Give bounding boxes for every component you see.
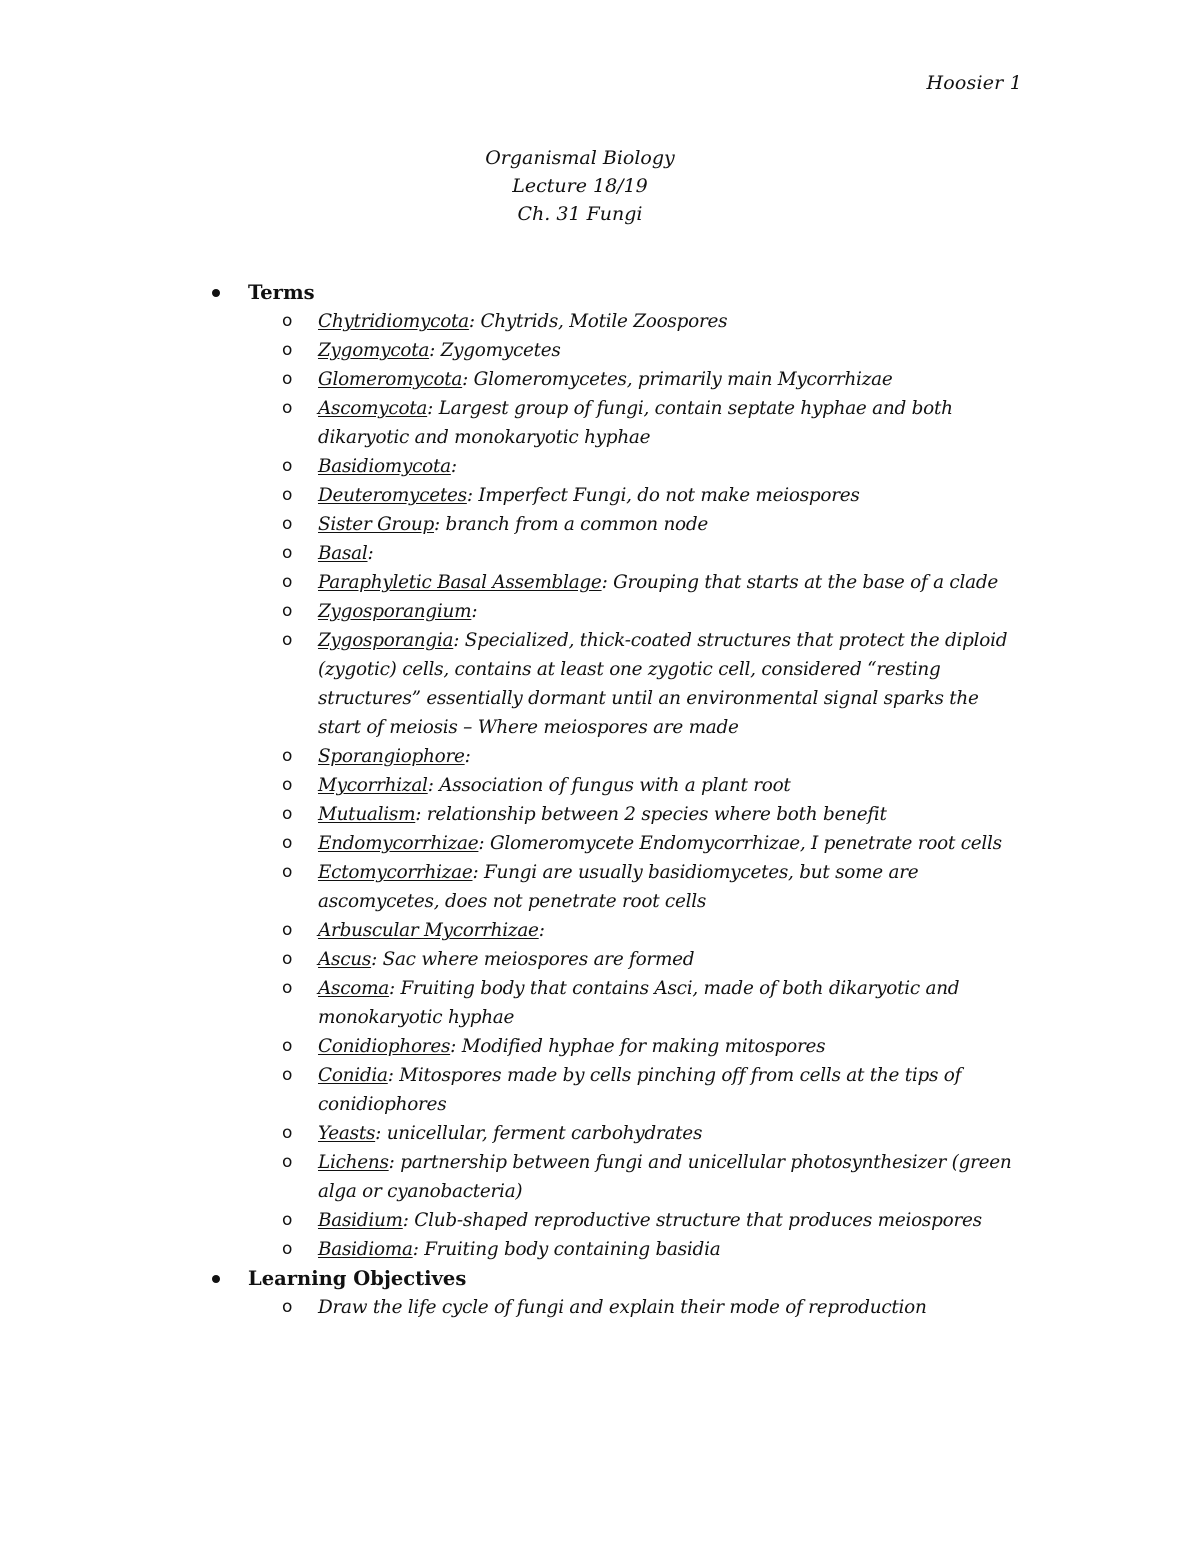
hollow-bullet-icon: o — [282, 1239, 293, 1259]
term-name: Basidioma — [318, 1239, 413, 1260]
list-item — [282, 858, 1012, 916]
list-item — [282, 1293, 1012, 1322]
hollow-bullet-icon: o — [282, 746, 293, 766]
term-definition: : partnership between fungi and unicellular photosynthesizer (green alga or cyanobacteria) — [318, 1152, 1012, 1202]
term-definition: : Modified hyphae for making mitospores — [450, 1036, 826, 1057]
term-definition: : Specialized, thick-coated structures that protect the diploid (zygotic) cells, contains at least one zygotic cell, considered “resting structures” essentially dormant until an environmental signal sparks the start of meiosis – Where meiospores are made — [318, 630, 1008, 738]
hollow-bullet-icon: o — [282, 369, 293, 389]
list-item — [282, 336, 1012, 365]
term-name: Paraphyletic Basal Assemblage — [318, 572, 602, 593]
lecture-title: Lecture 18/19 — [512, 175, 648, 197]
term-definition: : Grouping that starts at the base of a clade — [601, 572, 998, 593]
term-name: Yeasts — [318, 1123, 376, 1144]
list-item — [282, 452, 1012, 481]
term-name: Chytridiomycota — [318, 311, 469, 332]
hollow-bullet-icon: o — [282, 630, 293, 650]
hollow-bullet-icon: o — [282, 862, 293, 882]
list-item — [282, 1061, 1012, 1119]
term-definition: : Club-shaped reproductive structure that produces meiospores — [402, 1210, 982, 1231]
list-item — [282, 510, 1012, 539]
list-item — [282, 394, 1012, 452]
term-definition: Draw the life cycle of fungi and explain their mode of reproduction — [318, 1297, 927, 1318]
list-item — [282, 742, 1012, 771]
list-item — [282, 539, 1012, 568]
term-definition: : Fruiting body that contains Asci, made of both dikaryotic and monokaryotic hyphae — [318, 978, 960, 1028]
term-definition: : Largest group of fungi, contain septate hyphae and both dikaryotic and monokaryotic hyphae — [318, 398, 953, 448]
hollow-bullet-icon: o — [282, 572, 293, 592]
term-name: Zygosporangia — [318, 630, 454, 651]
sub-list — [282, 307, 1012, 1264]
hollow-bullet-icon: o — [282, 949, 293, 969]
term-name: Ascus — [318, 949, 372, 970]
sub-list — [282, 1293, 1012, 1322]
list-item — [282, 481, 1012, 510]
term-name: Basal — [318, 543, 368, 564]
page-header-label: Hoosier 1 — [926, 72, 1022, 94]
list-item — [282, 974, 1012, 1032]
term-name: Sporangiophore — [318, 746, 465, 767]
hollow-bullet-icon: o — [282, 485, 293, 505]
term-name: Conidia — [318, 1065, 388, 1086]
chapter-title: Ch. 31 Fungi — [517, 203, 643, 225]
bullet-dot-icon — [212, 1275, 220, 1283]
list-item — [282, 800, 1012, 829]
hollow-bullet-icon: o — [282, 1210, 293, 1230]
term-definition: : Chytrids, Motile Zoospores — [468, 311, 728, 332]
list-item — [282, 1148, 1012, 1206]
term-name: Deuteromycetes — [318, 485, 467, 506]
list-item — [282, 1206, 1012, 1235]
hollow-bullet-icon: o — [282, 311, 293, 331]
term-definition: : Sac where meiospores are formed — [371, 949, 695, 970]
term-name: Lichens — [318, 1152, 389, 1173]
hollow-bullet-icon: o — [282, 804, 293, 824]
term-definition: : Association of fungus with a plant root — [427, 775, 791, 796]
list-item — [282, 1032, 1012, 1061]
hollow-bullet-icon: o — [282, 456, 293, 476]
term-definition: : — [538, 920, 545, 941]
term-name: Mycorrhizal — [318, 775, 428, 796]
term-name: Basidium — [318, 1210, 403, 1231]
term-definition: : Imperfect Fungi, do not make meiospores — [466, 485, 860, 506]
list-item — [282, 626, 1012, 742]
term-definition: : Fruiting body containing basidia — [412, 1239, 721, 1260]
term-definition: : Glomeromycete Endomycorrhizae, I penetrate root cells — [478, 833, 1002, 854]
term-definition: : branch from a common node — [434, 514, 709, 535]
list-item — [282, 945, 1012, 974]
section-heading-text: Terms — [248, 281, 315, 304]
outline-section — [212, 278, 1012, 1264]
term-name: Conidiophores — [318, 1036, 451, 1057]
hollow-bullet-icon: o — [282, 1123, 293, 1143]
hollow-bullet-icon: o — [282, 775, 293, 795]
term-name: Glomeromycota — [318, 369, 463, 390]
term-name: Mutualism — [318, 804, 416, 825]
term-name: Ectomycorrhizae — [318, 862, 473, 883]
term-definition: : — [367, 543, 374, 564]
hollow-bullet-icon: o — [282, 340, 293, 360]
hollow-bullet-icon: o — [282, 1065, 293, 1085]
term-name: Endomycorrhizae — [318, 833, 479, 854]
hollow-bullet-icon: o — [282, 978, 293, 998]
hollow-bullet-icon: o — [282, 1297, 293, 1317]
section-heading — [212, 1264, 1012, 1293]
term-definition: : Zygomycetes — [429, 340, 561, 361]
hollow-bullet-icon: o — [282, 833, 293, 853]
term-definition: : Glomeromycetes, primarily main Mycorrhizae — [462, 369, 893, 390]
section-heading — [212, 278, 1012, 307]
list-item — [282, 829, 1012, 858]
list-item — [282, 307, 1012, 336]
list-item — [282, 568, 1012, 597]
term-definition: : — [450, 456, 457, 477]
hollow-bullet-icon: o — [282, 1036, 293, 1056]
outline-section — [212, 1264, 1012, 1322]
term-definition: : Fungi are usually basidiomycetes, but some are ascomycetes, does not penetrate root cells — [318, 862, 919, 912]
term-definition: : relationship between 2 species where both benefit — [415, 804, 887, 825]
course-title: Organismal Biology — [485, 147, 675, 169]
hollow-bullet-icon: o — [282, 543, 293, 563]
list-item — [282, 1119, 1012, 1148]
hollow-bullet-icon: o — [282, 1152, 293, 1172]
term-name: Arbuscular Mycorrhizae — [318, 920, 539, 941]
term-name: Ascomycota — [318, 398, 428, 419]
list-item — [282, 597, 1012, 626]
term-definition: : unicellular, ferment carbohydrates — [375, 1123, 703, 1144]
list-item — [282, 365, 1012, 394]
term-name: Zygomycota — [318, 340, 430, 361]
term-definition: : — [471, 601, 478, 622]
hollow-bullet-icon: o — [282, 920, 293, 940]
outline-content — [212, 278, 1012, 1322]
term-name: Ascoma — [318, 978, 389, 999]
title-block — [0, 144, 1160, 228]
list-item — [282, 1235, 1012, 1264]
bullet-dot-icon — [212, 289, 220, 297]
section-heading-text: Learning Objectives — [248, 1267, 467, 1290]
list-item — [282, 771, 1012, 800]
term-definition: : — [464, 746, 471, 767]
term-definition: : Mitospores made by cells pinching off from cells at the tips of conidiophores — [318, 1065, 962, 1115]
term-name: Sister Group — [318, 514, 435, 535]
term-name: Zygosporangium — [318, 601, 472, 622]
hollow-bullet-icon: o — [282, 601, 293, 621]
list-item — [282, 916, 1012, 945]
hollow-bullet-icon: o — [282, 514, 293, 534]
term-name: Basidiomycota — [318, 456, 451, 477]
hollow-bullet-icon: o — [282, 398, 293, 418]
